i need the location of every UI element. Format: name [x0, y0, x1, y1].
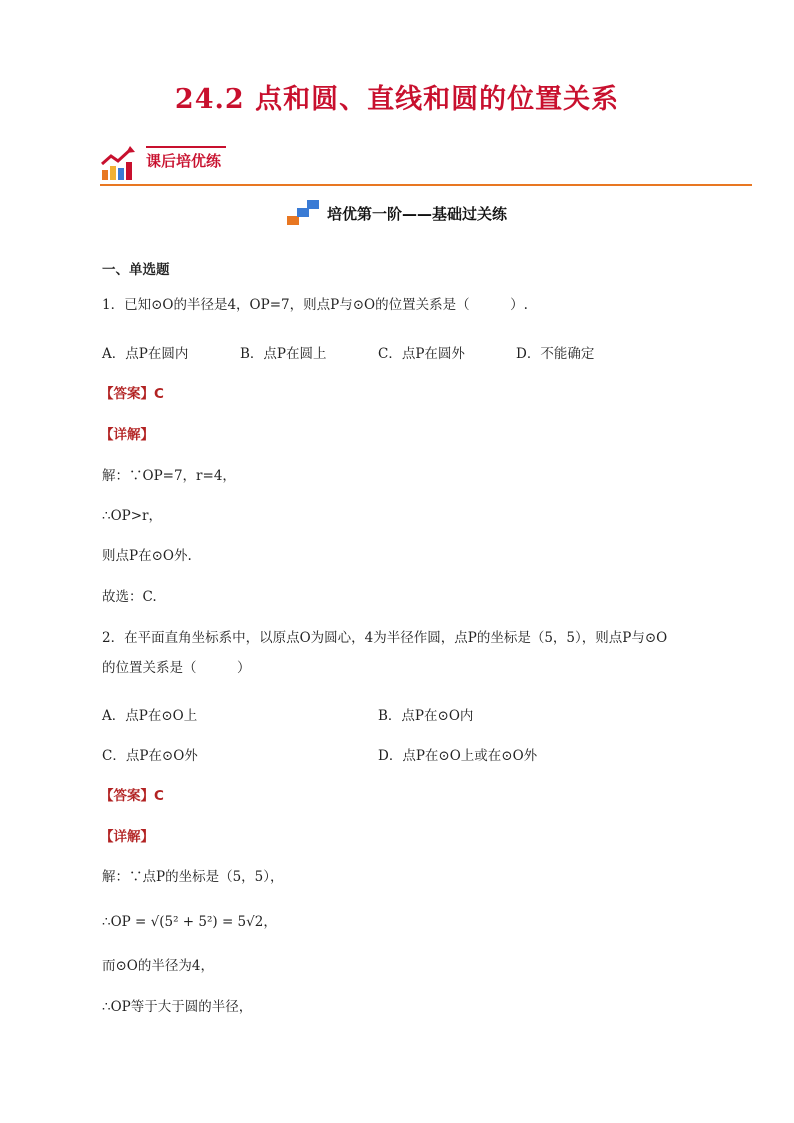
q1-stem: 1．已知⊙O的半径是4，OP=7，则点P与⊙O的位置关系是（ ）. — [102, 297, 528, 313]
section-divider — [100, 184, 752, 186]
q1-option-d: D．不能确定 — [516, 346, 595, 362]
stairs-icon — [287, 200, 319, 226]
q1-solution-line: 故选：C. — [102, 589, 157, 605]
q2-option-a: A．点P在⊙O上 — [102, 708, 198, 724]
q1-solution-line: ∴OP>r， — [102, 508, 163, 524]
q1-answer: 【答案】C — [100, 386, 164, 402]
q2-solution-line: 而⊙O的半径为4， — [102, 958, 214, 974]
q2-answer: 【答案】C — [100, 788, 164, 804]
q2-solution-line: ∴OP等于大于圆的半径， — [102, 999, 253, 1015]
q1-solution-line: 解：∵OP=7，r=4， — [102, 468, 236, 484]
section-label: 课后培优练 — [146, 152, 222, 170]
stage-heading — [0, 200, 794, 230]
q1-option-b: B．点P在圆上 — [240, 346, 327, 362]
q2-option-d: D．点P在⊙O上或在⊙O外 — [378, 748, 538, 764]
growth-chart-icon — [100, 146, 136, 182]
q2-stem-line2: 的位置关系是（ ） — [102, 660, 251, 676]
q2-solution-line: 解：∵点P的坐标是（5，5）， — [102, 869, 284, 885]
q1-detail-label: 【详解】 — [100, 427, 154, 443]
q2-option-b: B．点P在⊙O内 — [378, 708, 474, 724]
q2-stem-line1: 2．在平面直角坐标系中，以原点O为圆心，4为半径作圆，点P的坐标是（5，5），则点P与⊙O — [102, 630, 668, 646]
q1-option-a: A．点P在圆内 — [102, 346, 189, 362]
q1-option-c: C．点P在圆外 — [378, 346, 465, 362]
section-label-underline — [146, 146, 226, 148]
q2-option-c: C．点P在⊙O外 — [102, 748, 198, 764]
q2-solution-line: ∴OP = √(5² + 5²) = 5√2， — [102, 914, 277, 930]
page-title: 24.2 点和圆、直线和圆的位置关系 — [174, 84, 620, 115]
q1-solution-line: 则点P在⊙O外. — [102, 548, 192, 564]
section-header — [100, 146, 752, 188]
stage-title: 培优第一阶——基础过关练 — [326, 204, 507, 223]
q2-detail-label: 【详解】 — [100, 829, 154, 845]
part-title: 一、单选题 — [102, 262, 170, 278]
